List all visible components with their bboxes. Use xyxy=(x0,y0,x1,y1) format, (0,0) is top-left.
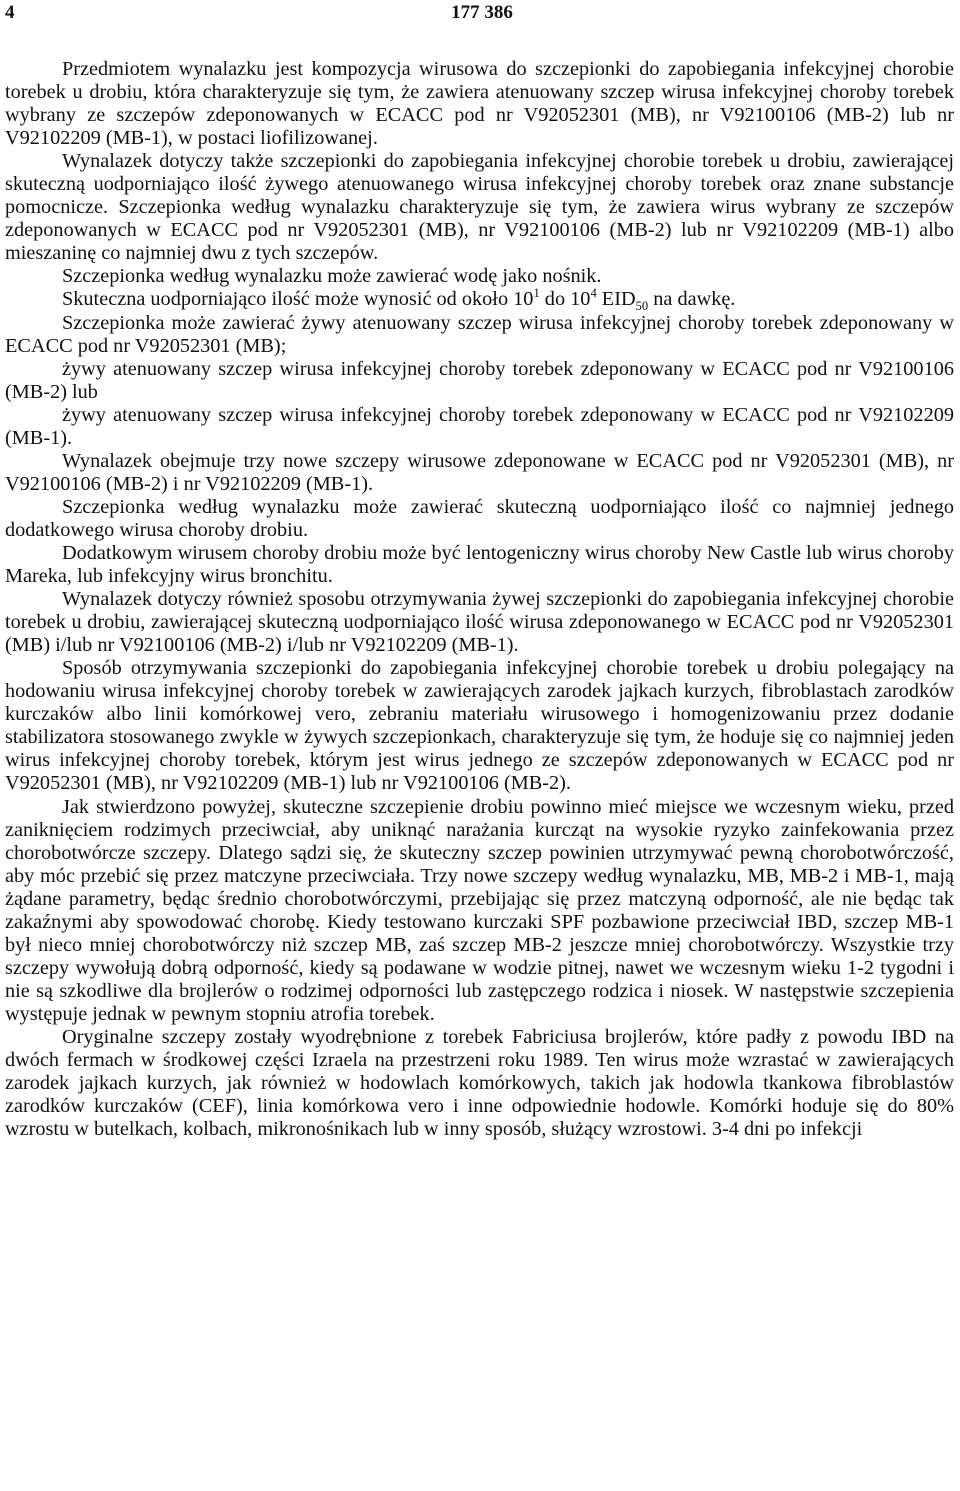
dose-exponent-1: 1 xyxy=(533,286,540,301)
paragraph: Jak stwierdzono powyżej, skuteczne szczepienie drobiu powinno mieć miejsce we wczesnym wieku, przed zaniknięciem rodzimych przeciwciał, aby uniknąć narażania kurcząt na wysokie ryzyko zainfekowania przez chorobotwórcze szczepy. Dlatego sądzi się, że skuteczny szczep powinien utrzymywać pewną chorobotwórczość, aby móc przebić się przez matczyne przeciwciała. Trzy nowe szczepy według wynalazku, MB, MB-2 i MB-1, mają żądane parametry, będąc średnio chorobotwórczymi, przebijając się przez matczyną odporność, ale nie będąc tak zakaźnymi aby spowodować chorobę. Kiedy testowano kurczaki SPF pozbawione przeciwciał IBD, szczep MB-1 był nieco mniej chorobotwórczy niż szczep MB, zaś szczep MB-2 jeszcze mniej chorobotwórczy. Wszystkie trzy szczepy wywołują dobrą odporność, kiedy są podawane w wodzie pitnej, nawet we wczesnym wieku 1-2 tygodni i nie są szkodliwe dla brojlerów o rodzimej odporności lub zastępczego rodzica i niosek. W następstwie szczepienia występuje jednak w pewnym stopniu atrofia torebek. xyxy=(5,795,954,1025)
page-header xyxy=(4,0,960,26)
dose-exponent-2: 4 xyxy=(590,286,597,301)
paragraph: Szczepionka według wynalazku może zawierać wodę jako nośnik. xyxy=(62,265,602,288)
paragraph: Wynalazek dotyczy także szczepionki do zapobiegania infekcyjnej chorobie torebek u drobiu, zawierającej skuteczną uodporniająco ilość żywego atenuowanego wirusa infekcyjnej choroby torebek oraz znane substancje pomocnicze. Szczepionka według wynalazku charakteryzuje się tym, że zawiera wirus wybrany ze szczepów zdeponowanych w ECACC pod nr V92052301 (MB), nr V92100106 (MB-2) lub nr V92102209 (MB-1) albo mieszaninę co najmniej dwu z tych szczepów. xyxy=(5,150,954,265)
paragraph: żywy atenuowany szczep wirusa infekcyjnej choroby torebek zdeponowany w ECACC pod nr V92100106 (MB-2) lub xyxy=(5,357,954,403)
paragraph: Wynalazek obejmuje trzy nowe szczepy wirusowe zdeponowane w ECACC pod nr V92052301 (MB), nr V92100106 (MB-2) i nr V92102209 (MB-1). xyxy=(5,449,954,495)
dose-text: Skuteczna uodporniająco ilość może wynosić od około 10 xyxy=(62,288,534,311)
paragraph: żywy atenuowany szczep wirusa infekcyjnej choroby torebek zdeponowany w ECACC pod nr V92102209 (MB-1). xyxy=(5,403,954,449)
document-body xyxy=(5,58,954,1141)
dose-unit-subscript: 50 xyxy=(635,299,649,314)
paragraph: Sposób otrzymywania szczepionki do zapobiegania infekcyjnej chorobie torebek u drobiu polegający na hodowaniu wirusa infekcyjnej choroby torebek w zawierających zarodek jajkach kurzych, fibroblastach zarodków kurczaków albo linii komórkowej vero, zebraniu materiału wirusowego i homogenizowaniu przez dodanie stabilizatora stosowanego zwykle w żywych szczepionkach, charakteryzuje się tym, że hoduje się co najmniej jeden wirus infekcyjnej choroby torebek, którym jest wirus jednego ze szczepów zdeponowanych w ECACC pod nr V92052301 (MB), nr V92102209 (MB-1) lub nr V92100106 (MB-2). xyxy=(5,657,954,795)
dose-mid: do 10 xyxy=(539,288,591,311)
paragraph: Oryginalne szczepy zostały wyodrębnione z torebek Fabriciusa brojlerów, które padły z powodu IBD na dwóch fermach w środkowej części Izraela na przestrzeni roku 1989. Ten wirus może wzrastać w zawierających zarodek jajkach kurzych, jak również w hodowlach komórkowych, takich jak hodowla tkankowa fibroblastów zarodków kurczaków (CEF), linia komórkowa vero i inne odpowiednie hodowle. Komórki hoduje się do 80% wzrostu w butelkach, kolbach, mikronośnikach lub w inny sposób, służący wzrostowi. 3-4 dni po infekcji xyxy=(5,1025,954,1141)
paragraph: Wynalazek dotyczy również sposobu otrzymywania żywej szczepionki do zapobiegania infekcyjnej chorobie torebek u drobiu, zawierającej skuteczną uodporniająco ilość wirusa zdeponowanego w ECACC pod nr V92052301 (MB) i/lub nr V92100106 (MB-2) i/lub nr V92102209 (MB-1). xyxy=(5,588,954,657)
paragraph: Dodatkowym wirusem choroby drobiu może być lentogeniczny wirus choroby New Castle lub wirus choroby Mareka, lub infekcyjny wirus bronchitu. xyxy=(5,541,954,588)
paragraph-dose xyxy=(5,286,954,314)
dose-unit: EID xyxy=(596,288,636,311)
paragraph: Szczepionka może zawierać żywy atenuowany szczep wirusa infekcyjnej choroby torebek zdeponowany w ECACC pod nr V92052301 (MB); xyxy=(5,311,954,357)
page-number: 4 xyxy=(5,2,15,23)
document-number: 177 386 xyxy=(451,2,513,23)
paragraph: Przedmiotem wynalazku jest kompozycja wirusowa do szczepionki do zapobiegania infekcyjnej chorobie torebek u drobiu, która charakteryzuje się tym, że zawiera atenuowany szczep wirusa infekcyjnej choroby torebek wybrany ze szczepów zdeponowanych w ECACC pod nr V92052301 (MB), nr V92100106 (MB-2) lub nr V92102209 (MB-1), w postaci liofilizowanej. xyxy=(5,58,954,150)
paragraph: Szczepionka według wynalazku może zawierać skuteczną uodporniająco ilość co najmniej jednego dodatkowego wirusa choroby drobiu. xyxy=(5,495,954,541)
dose-tail: na dawkę. xyxy=(648,288,736,311)
